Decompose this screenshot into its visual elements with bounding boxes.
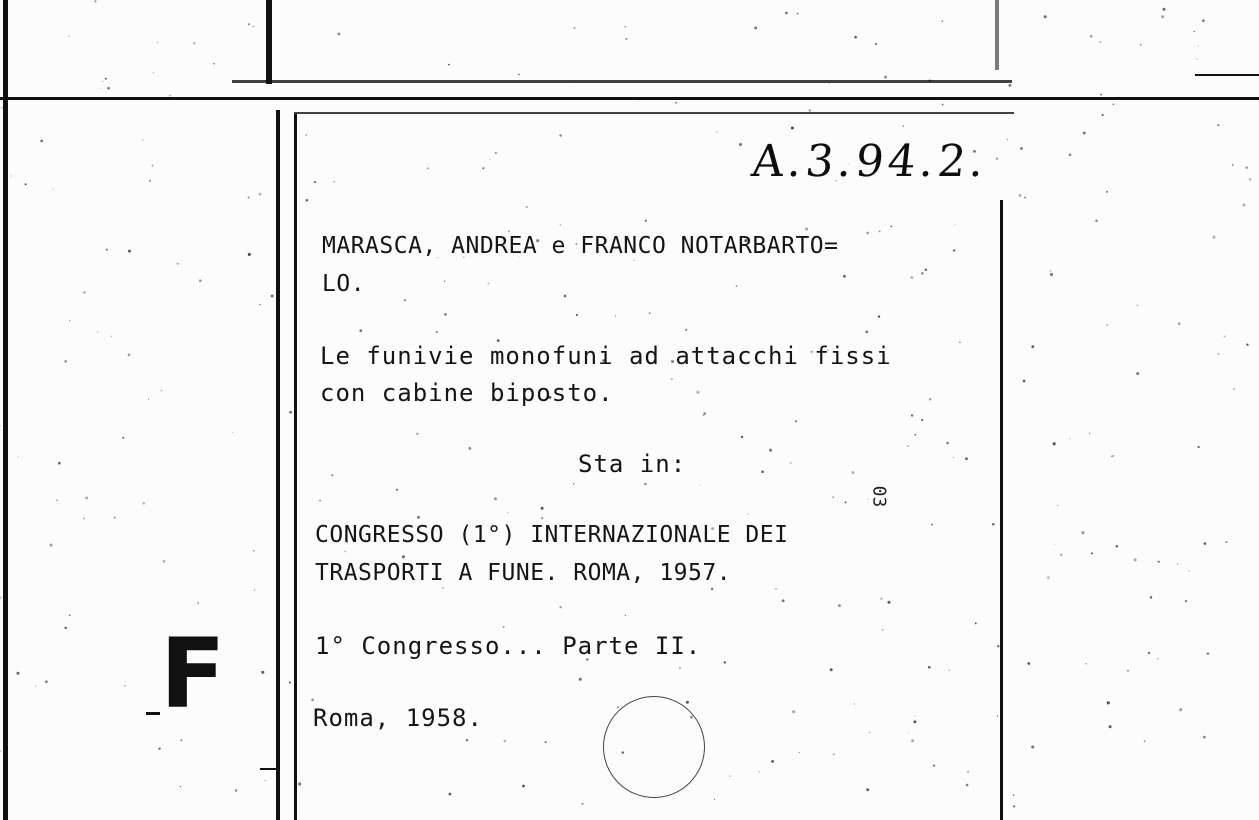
title-line-1: Le funivie monofuni ad attacchi fissi bbox=[320, 342, 892, 370]
in-label: Sta in: bbox=[578, 450, 687, 478]
left-page-edge bbox=[3, 0, 8, 820]
margin-annotation: 03 bbox=[868, 485, 890, 508]
card-outer-border-left bbox=[276, 110, 280, 820]
imprint-line: Roma, 1958. bbox=[313, 704, 483, 732]
card-right-border bbox=[1000, 200, 1003, 820]
stroke-near-letter bbox=[146, 712, 160, 715]
part-line: 1° Congresso... Parte II. bbox=[315, 632, 702, 660]
stamp-circle bbox=[603, 696, 705, 798]
source-line-1: CONGRESSO (1°) INTERNAZIONALE DEI bbox=[315, 522, 789, 548]
top-card-bottom-edge bbox=[232, 80, 1012, 83]
author-line-1: MARASCA, ANDREA e FRANCO NOTARBARTO= bbox=[322, 233, 839, 259]
shelfmark: A.3.94.2. bbox=[749, 136, 991, 187]
card-tick-mark bbox=[260, 768, 280, 770]
author-line-2: LO. bbox=[322, 271, 366, 297]
card-inner-border-left bbox=[294, 114, 297, 820]
top-card-left-edge bbox=[266, 0, 272, 84]
title-line-2: con cabine biposto. bbox=[320, 379, 614, 407]
top-right-edge bbox=[1195, 74, 1259, 76]
card-top-border bbox=[294, 112, 1014, 114]
section-letter: F bbox=[160, 618, 226, 730]
top-card-right-edge bbox=[995, 0, 999, 70]
source-line-2: TRASPORTI A FUNE. ROMA, 1957. bbox=[315, 560, 732, 586]
horizontal-divider bbox=[0, 97, 1259, 100]
